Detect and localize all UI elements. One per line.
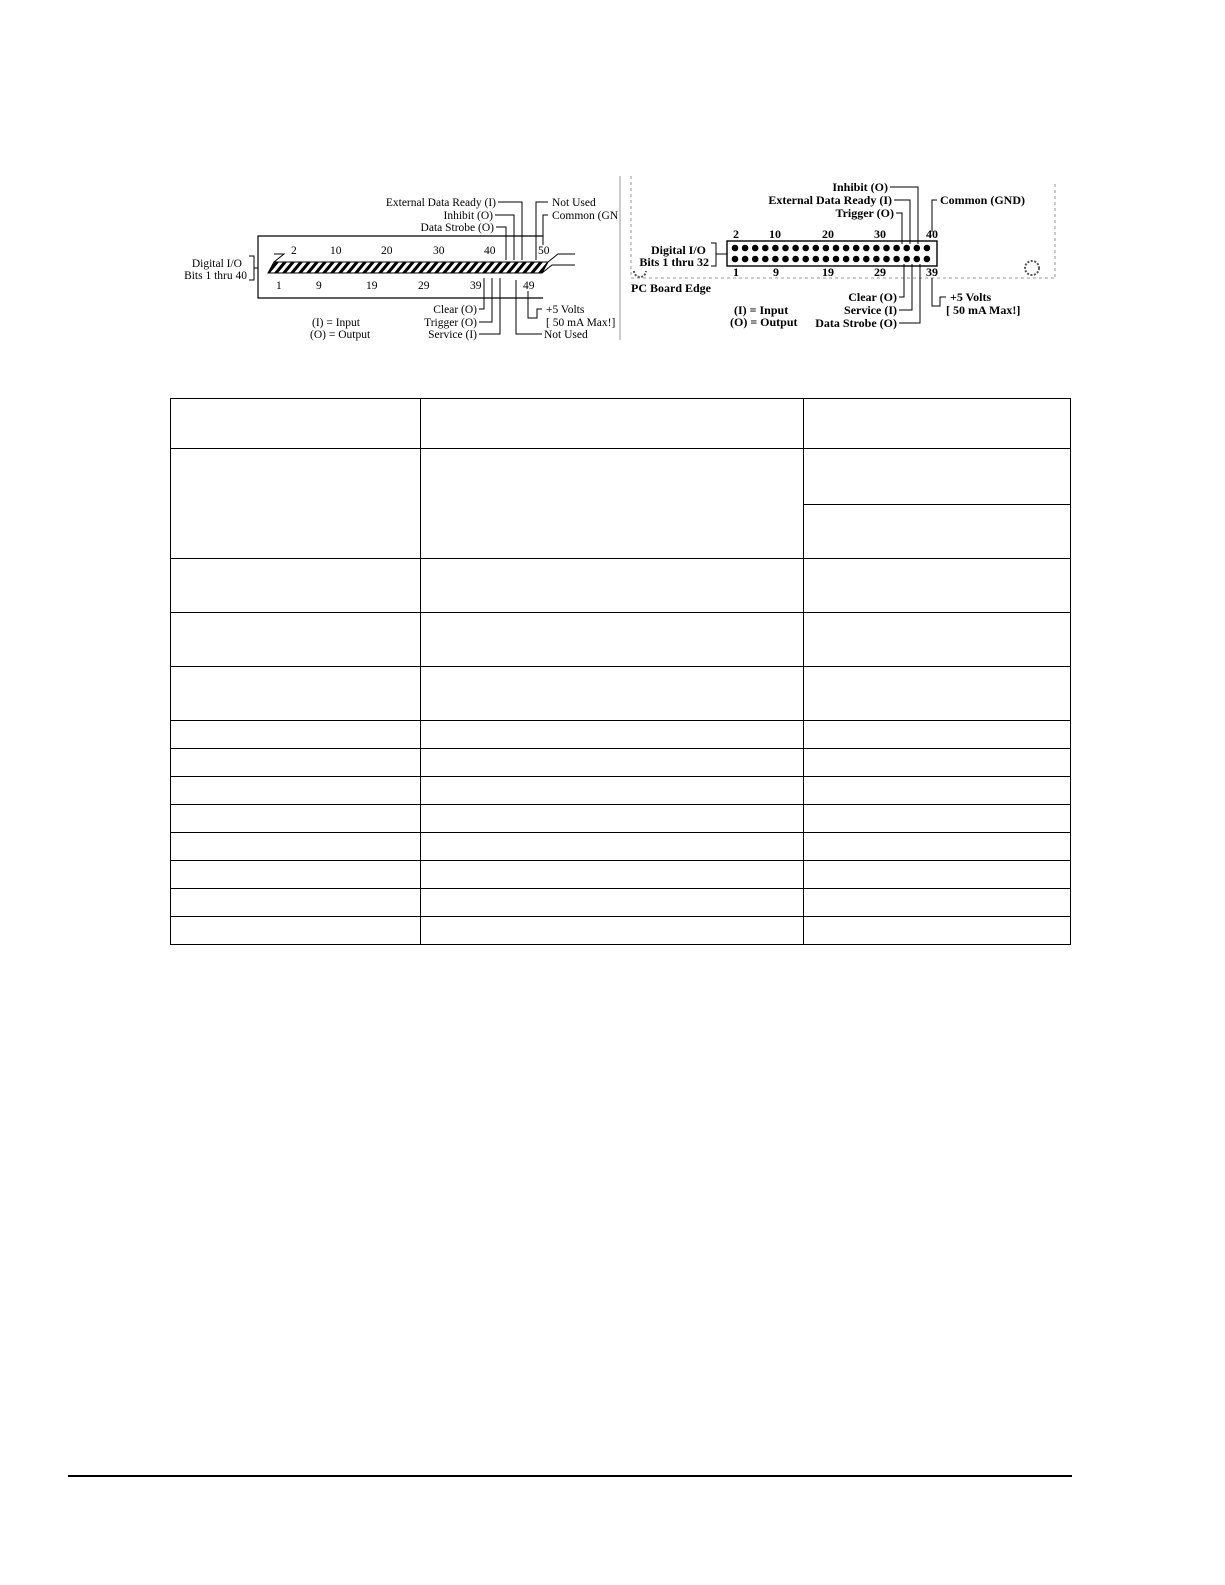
- table-cell: [171, 805, 421, 833]
- footer-rule: [68, 1475, 1072, 1477]
- pin-number: 20: [381, 245, 393, 257]
- connector-pinout-diagram: [170, 168, 1065, 348]
- trigger-label: Trigger (O): [424, 317, 477, 329]
- table-cell: [171, 667, 421, 721]
- header-pins: [732, 245, 931, 263]
- not-used-label: Not Used: [552, 197, 596, 209]
- board-header-diagram: [631, 176, 1055, 330]
- header-pin: [772, 245, 779, 252]
- header-pin: [883, 256, 890, 263]
- legend-input: (I) = Input: [312, 317, 360, 329]
- table-cell: [421, 721, 804, 749]
- table-cell: [421, 917, 804, 945]
- header-pin: [752, 256, 759, 263]
- table-cell: [804, 399, 1071, 449]
- table-cell: [804, 805, 1071, 833]
- table-cell: [421, 559, 804, 613]
- header-pin: [732, 245, 739, 252]
- common-label: Common (GND): [940, 193, 1025, 207]
- table-cell: [421, 399, 804, 449]
- header-pin: [924, 256, 931, 263]
- table-row: [171, 667, 1071, 721]
- pin-number: 19: [366, 280, 378, 292]
- service-label: Service (I): [428, 329, 477, 341]
- table-cell: [804, 833, 1071, 861]
- table-cell: [421, 889, 804, 917]
- external-data-ready-label: External Data Ready (I): [385, 197, 496, 209]
- header-pin: [903, 245, 910, 252]
- table-cell: [804, 721, 1071, 749]
- pin-number: 39: [470, 280, 482, 292]
- table-cell: [171, 917, 421, 945]
- table-cell: [804, 667, 1071, 721]
- header-pin: [752, 245, 759, 252]
- trigger-label: Trigger (O): [835, 206, 894, 220]
- header-pin: [762, 256, 769, 263]
- table-cell: [421, 833, 804, 861]
- header-pin: [873, 256, 880, 263]
- pin-number: 30: [433, 245, 445, 257]
- pin-number: 30: [874, 227, 886, 241]
- header-pin: [813, 256, 820, 263]
- external-data-ready-label: External Data Ready (I): [768, 193, 892, 207]
- table-cell: [804, 749, 1071, 777]
- pin-number: 9: [773, 265, 779, 279]
- pin-number: 10: [330, 245, 342, 257]
- table-header-row: [171, 399, 1071, 449]
- header-pin: [914, 245, 921, 252]
- header-pin: [883, 245, 890, 252]
- table-cell: [171, 449, 421, 559]
- table-cell: [804, 889, 1071, 917]
- table-row: [171, 749, 1071, 777]
- header-pin: [833, 245, 840, 252]
- table-cell: [421, 805, 804, 833]
- header-pin: [843, 256, 850, 263]
- mounting-hole-icon: [634, 271, 646, 277]
- table-cell: [171, 613, 421, 667]
- table-cell: [421, 749, 804, 777]
- common-label: Common (GN: [552, 210, 619, 222]
- pin-number: 19: [822, 265, 834, 279]
- table-row: [171, 449, 1071, 505]
- pin-number: 40: [926, 227, 938, 241]
- header-pin: [762, 245, 769, 252]
- digital-io-label: Digital I/O: [650, 243, 706, 257]
- table-row: [171, 833, 1071, 861]
- inhibit-label: Inhibit (O): [443, 210, 493, 222]
- pin-number: 20: [822, 227, 834, 241]
- inhibit-label: Inhibit (O): [832, 180, 888, 194]
- header-pin: [732, 256, 739, 263]
- header-pin: [813, 245, 820, 252]
- table-cell: [804, 505, 1071, 559]
- table-row: [171, 917, 1071, 945]
- pin-number: 39: [926, 265, 938, 279]
- table-cell: [804, 613, 1071, 667]
- table-cell: [421, 613, 804, 667]
- max-current-label: [ 50 mA Max!]: [546, 317, 616, 329]
- header-pin: [914, 256, 921, 263]
- header-pin: [782, 245, 789, 252]
- table-row: [171, 613, 1071, 667]
- header-pin: [853, 256, 860, 263]
- header-pin: [802, 245, 809, 252]
- plus5-label: +5 Volts: [950, 290, 992, 304]
- table-cell: [171, 861, 421, 889]
- table-row: [171, 777, 1071, 805]
- header-pin: [853, 245, 860, 252]
- header-pin: [833, 256, 840, 263]
- header-pin: [802, 256, 809, 263]
- pc-board-edge-label: PC Board Edge: [631, 281, 712, 295]
- table-cell: [804, 559, 1071, 613]
- clear-label: Clear (O): [433, 304, 477, 316]
- table-cell: [171, 833, 421, 861]
- header-pin: [903, 256, 910, 263]
- table-cell: [171, 777, 421, 805]
- pin-number: 2: [291, 245, 297, 257]
- bits-label: Bits 1 thru 32: [639, 255, 709, 269]
- service-label: Service (I): [844, 303, 897, 317]
- data-strobe-label: Data Strobe (O): [815, 316, 897, 330]
- mounting-hole-icon: [1025, 261, 1039, 275]
- plus5-label: +5 Volts: [546, 304, 585, 316]
- header-pin: [924, 245, 931, 252]
- header-pin: [863, 256, 870, 263]
- table-cell: [421, 667, 804, 721]
- header-pin: [792, 245, 799, 252]
- pin-number: 1: [276, 280, 282, 292]
- table-cell: [421, 449, 804, 559]
- table-cell: [171, 721, 421, 749]
- table-row: [171, 559, 1071, 613]
- pin-number: 9: [316, 280, 322, 292]
- header-pin: [823, 256, 830, 263]
- table-cell: [171, 399, 421, 449]
- table-row: [171, 861, 1071, 889]
- legend-output: (O) = Output: [310, 329, 371, 341]
- header-pin: [873, 245, 880, 252]
- clear-label: Clear (O): [848, 290, 897, 304]
- header-pin: [742, 256, 749, 263]
- bits-label: Bits 1 thru 40: [184, 270, 247, 282]
- digital-io-label: Digital I/O: [191, 258, 242, 270]
- header-pin: [893, 245, 900, 252]
- table-row: [171, 721, 1071, 749]
- header-pin: [772, 256, 779, 263]
- header-pin: [742, 245, 749, 252]
- legend-output: (O) = Output: [730, 315, 798, 329]
- max-current-label: [ 50 mA Max!]: [946, 303, 1021, 317]
- pin-number: 50: [538, 245, 550, 257]
- table-cell: [171, 559, 421, 613]
- table-cell: [421, 861, 804, 889]
- pin-number: 29: [418, 280, 430, 292]
- pin-assignment-table: [170, 398, 1071, 945]
- pin-number: 40: [484, 245, 496, 257]
- table-cell: [804, 917, 1071, 945]
- header-pin: [782, 256, 789, 263]
- header-pin: [792, 256, 799, 263]
- pin-number: 49: [523, 280, 535, 292]
- not-used-bottom-label: Not Used: [544, 329, 588, 341]
- table-cell: [804, 449, 1071, 505]
- table-row: [171, 805, 1071, 833]
- table-cell: [804, 777, 1071, 805]
- legend-input: (I) = Input: [734, 303, 789, 317]
- ribbon-connector-diagram: [184, 197, 619, 341]
- table-cell: [804, 861, 1071, 889]
- pin-number: 10: [769, 227, 781, 241]
- header-pin: [863, 245, 870, 252]
- pin-number: 1: [733, 265, 739, 279]
- table-cell: [421, 777, 804, 805]
- data-strobe-label: Data Strobe (O): [420, 222, 494, 234]
- table-cell: [171, 749, 421, 777]
- pin-number: 2: [733, 227, 739, 241]
- header-pin: [893, 256, 900, 263]
- pin-number: 29: [874, 265, 886, 279]
- header-pin: [823, 245, 830, 252]
- table-row: [171, 889, 1071, 917]
- table-cell: [171, 889, 421, 917]
- header-pin: [843, 245, 850, 252]
